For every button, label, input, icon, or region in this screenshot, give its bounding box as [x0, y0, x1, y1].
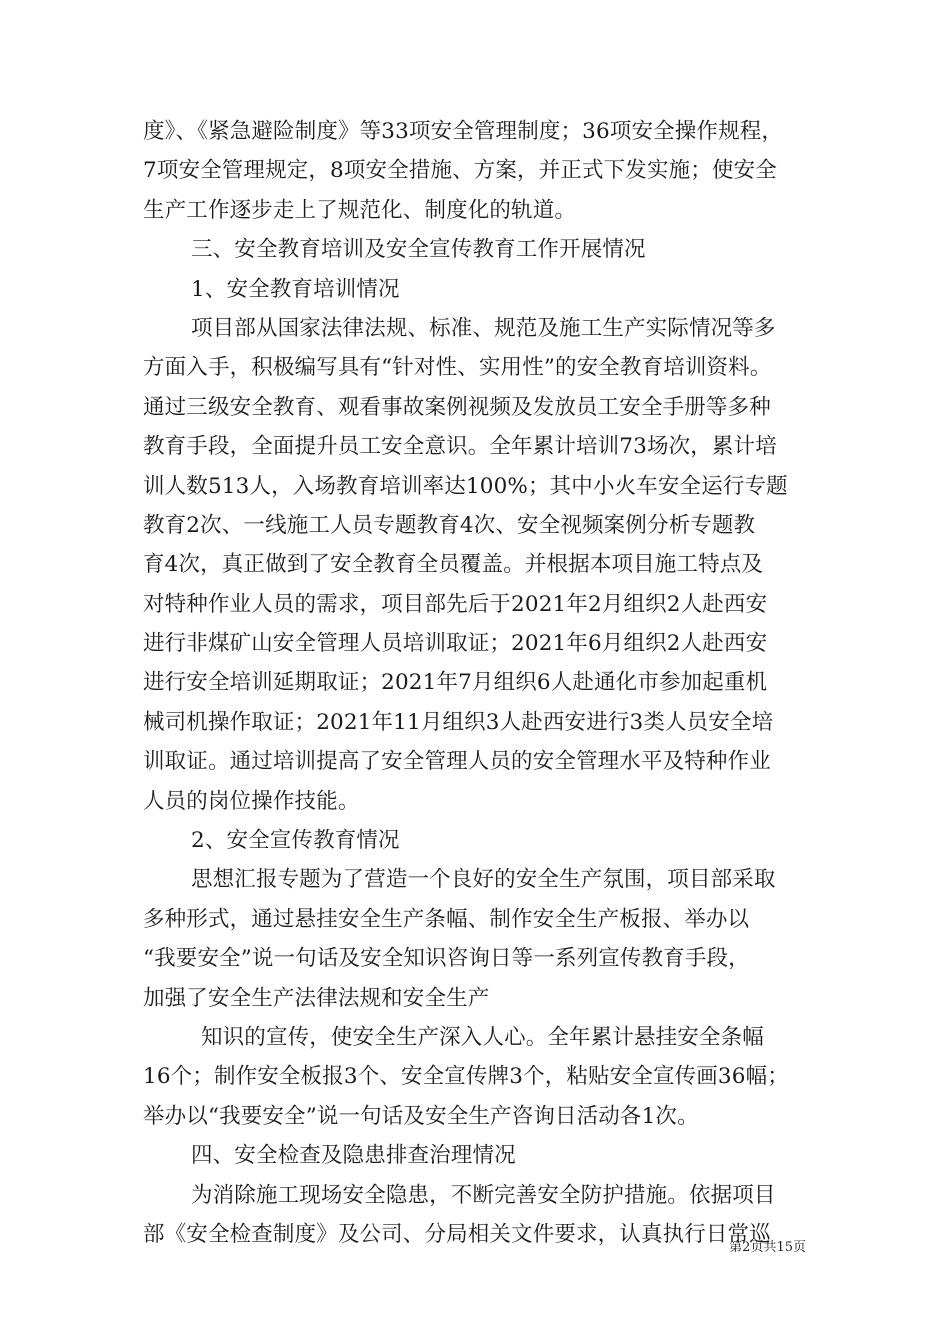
body-text-line: 7项安全管理规定，8项安全措施、方案，并正式下发实施；使安全 [143, 158, 777, 184]
body-text-line: 械司机操作取证；2021年11月组织3人赴西安进行3类人员安全培 [143, 709, 774, 735]
body-text-line: 育4次，真正做到了安全教育全员覆盖。并根据本项目施工特点及 [143, 552, 764, 578]
document-body [143, 112, 813, 1254]
body-text-line: 方面入手，积极编写具有“针对性、实用性”的安全教育培训资料。 [143, 355, 772, 381]
body-text-line: 为消除施工现场安全隐患，不断完善安全防护措施。依据项目 [191, 1182, 776, 1208]
body-text-line: “我要安全”说一句话及安全知识咨询日等一系列宣传教育手段， [143, 946, 750, 972]
body-text-line: 教育2次、一线施工人员专题教育4次、安全视频案例分析专题教 [143, 512, 756, 538]
body-text-line: 项目部从国家法律法规、标准、规范及施工生产实际情况等多 [191, 315, 776, 341]
body-text-line: 人员的岗位操作技能。 [143, 788, 360, 814]
body-text-line: 教育手段，全面提升员工安全意识。全年累计培训73场次，累计培 [143, 434, 777, 460]
body-text-line: 度》、《紧急避险制度》等33项安全管理制度；36项安全操作规程， [143, 119, 784, 144]
body-text-line: 训人数513人，入场教育培训率达100%；其中小火车安全运行专题 [143, 473, 788, 499]
body-text-line: 知识的宣传，使安全生产深入人心。全年累计悬挂安全条幅 [201, 1024, 764, 1050]
body-text-line: 加强了安全生产法律法规和安全生产 [143, 985, 490, 1011]
page-number: 第2页共15页 [729, 1240, 806, 1255]
body-text-line: 通过三级安全教育、观看事故案例视频及发放员工安全手册等多种 [143, 394, 771, 420]
body-text-line: 对特种作业人员的需求，项目部先后于2021年2月组织2人赴西安 [143, 591, 768, 617]
section-heading: 三、安全教育培训及安全宣传教育工作开展情况 [191, 237, 646, 263]
subsection-heading: 1、安全教育培训情况 [191, 276, 400, 302]
body-text-line: 部《安全检查制度》及公司、分局相关文件要求，认真执行日常巡 [143, 1221, 771, 1247]
section-heading: 四、安全检查及隐患排查治理情况 [191, 1143, 516, 1169]
body-text-line: 举办以“我要安全”说一句话及安全生产咨询日活动各1次。 [143, 1103, 699, 1129]
body-text-line: 训取证。通过培训提高了安全管理人员的安全管理水平及特种作业 [143, 749, 771, 775]
body-text-line: 生产工作逐步走上了规范化、制度化的轨道。 [143, 197, 577, 223]
subsection-heading: 2、安全宣传教育情况 [191, 828, 400, 854]
body-text-line: 思想汇报专题为了营造一个良好的安全生产氛围，项目部采取 [191, 867, 776, 893]
body-text-line: 16个；制作安全板报3个、安全宣传牌3个，粘贴安全宣传画36幅； [143, 1064, 789, 1090]
body-text-line: 进行非煤矿山安全管理人员培训取证；2021年6月组织2人赴西安 [143, 631, 768, 657]
body-text-line: 多种形式，通过悬挂安全生产条幅、制作安全生产板报、举办以 [143, 906, 750, 932]
body-text-line: 进行安全培训延期取证；2021年7月组织6人赴通化市参加起重机 [143, 670, 768, 696]
